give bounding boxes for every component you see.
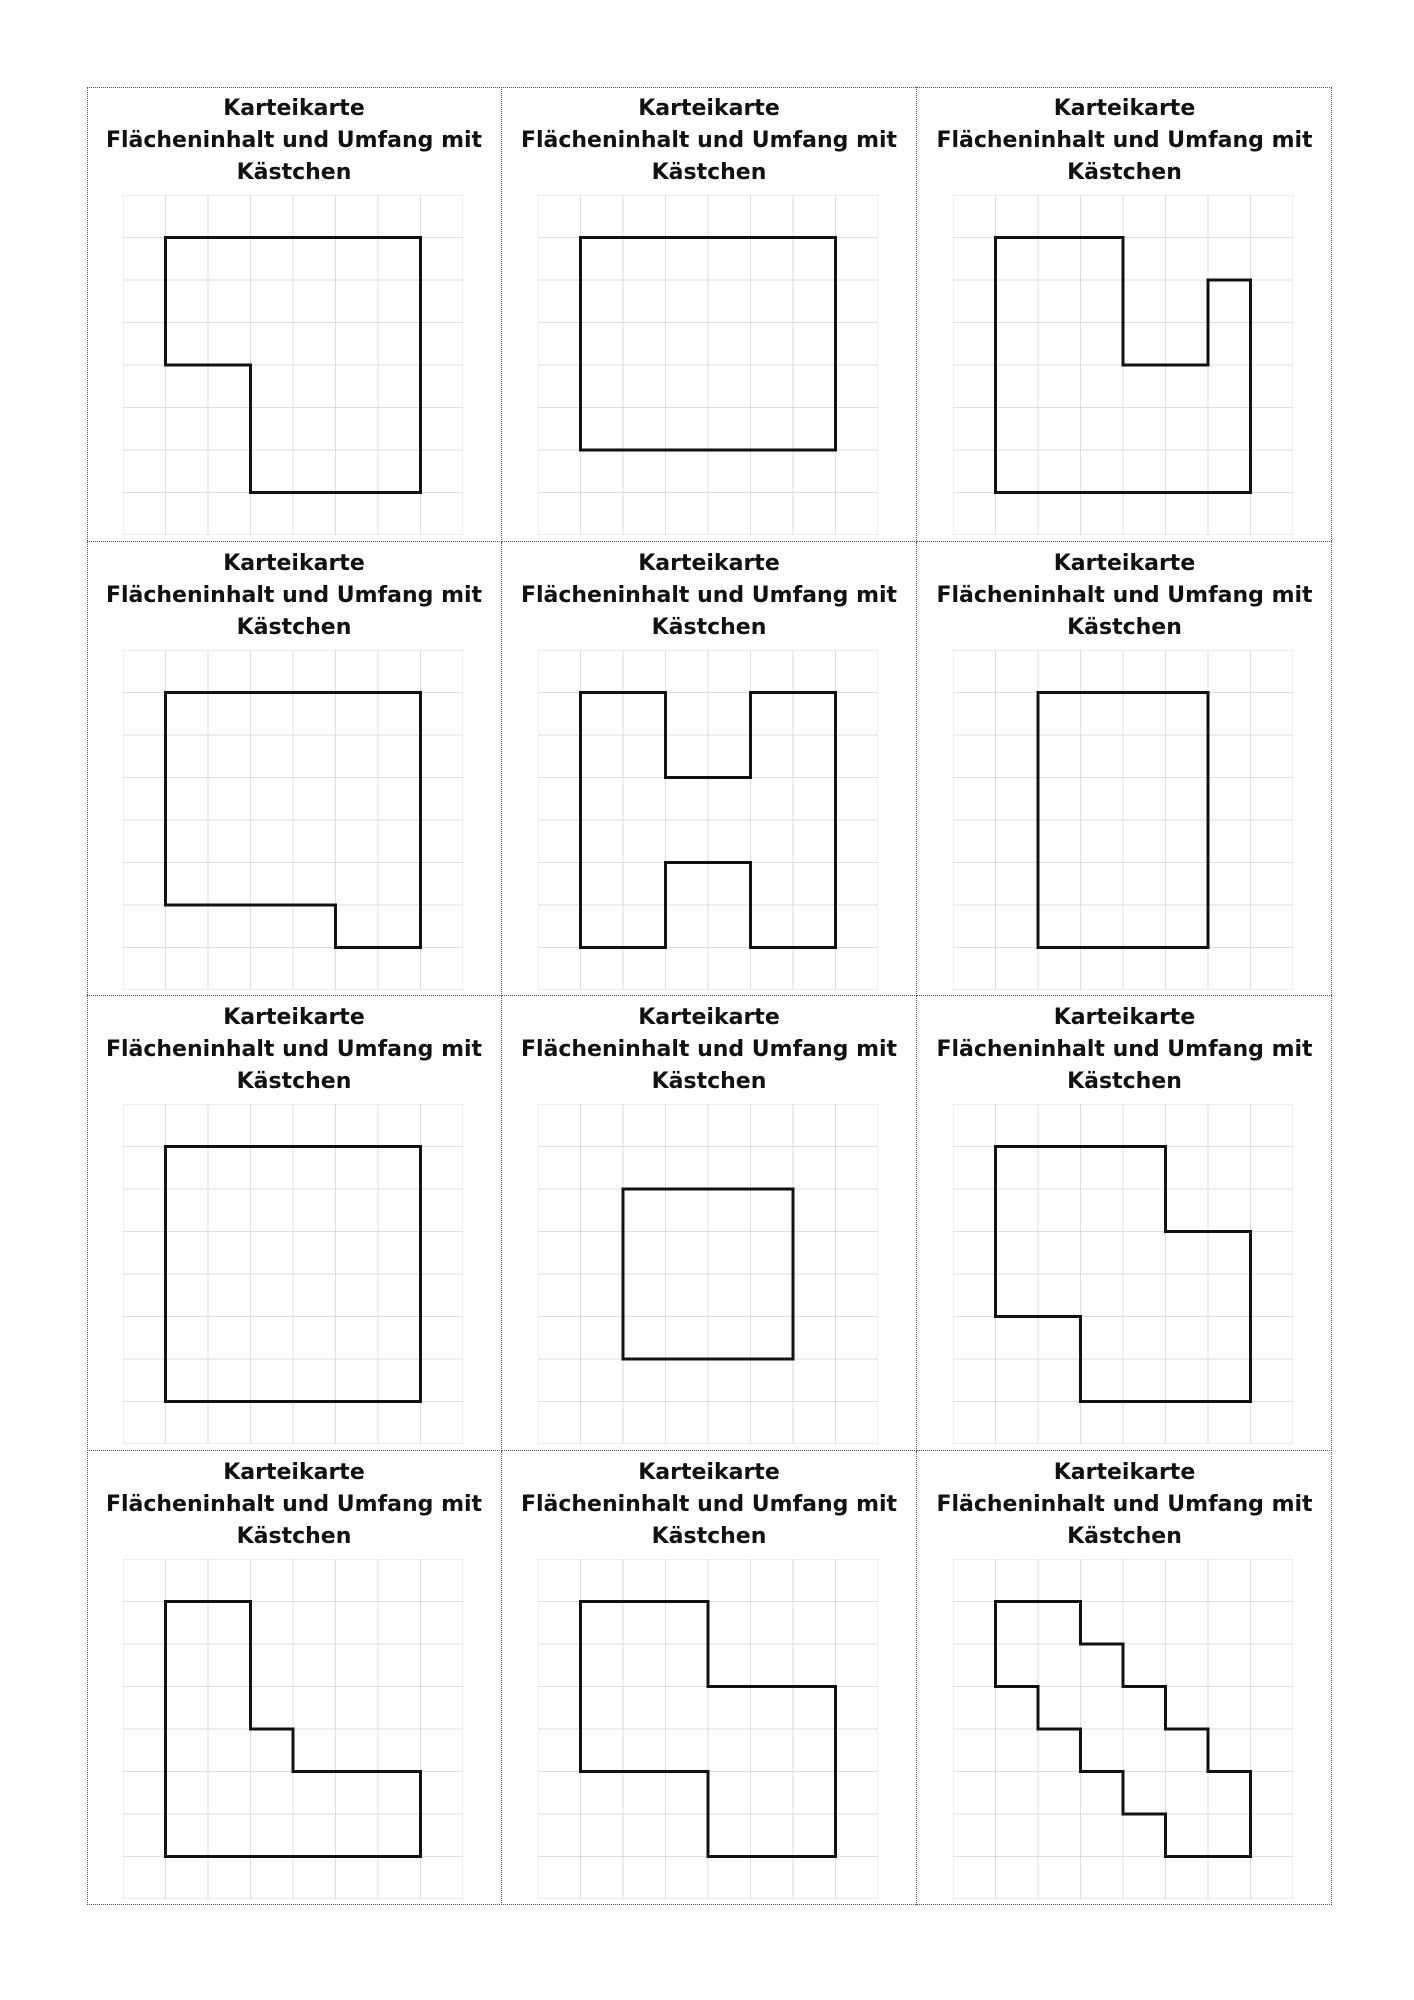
grid-lines: [953, 650, 1293, 990]
card-title-line2: Flächeninhalt und Umfang mit: [105, 1491, 483, 1517]
card-title-line1: Karteikarte: [1053, 1005, 1196, 1030]
grid-figure-7: [123, 1104, 463, 1444]
card-title: [502, 1457, 916, 1553]
card-title: [502, 548, 916, 644]
card-title-line2: Flächeninhalt und Umfang mit: [105, 582, 483, 608]
card-title-line1: Karteikarte: [1053, 1459, 1196, 1485]
grid-figure-10: [123, 1559, 463, 1899]
card-grid: [87, 87, 1332, 1905]
card-title-line3: Kästchen: [1067, 1523, 1182, 1549]
card-title: [87, 1457, 501, 1553]
card-11: [502, 1451, 917, 1906]
card-title: [917, 93, 1332, 189]
grid-figure-5: [538, 650, 878, 990]
card-8: [502, 996, 917, 1451]
grid-lines: [953, 1559, 1293, 1899]
grid-lines: [123, 650, 463, 990]
card-title-line2: Flächeninhalt und Umfang mit: [936, 582, 1313, 608]
card-title-line1: Karteikarte: [638, 96, 780, 121]
card-1: [87, 87, 502, 542]
card-4: [87, 542, 502, 997]
card-title-line1: Karteikarte: [638, 550, 780, 576]
grid-lines: [953, 1104, 1293, 1444]
grid-lines: [538, 1104, 878, 1444]
card-title-line2: Flächeninhalt und Umfang mit: [936, 128, 1313, 153]
card-title-line2: Flächeninhalt und Umfang mit: [105, 128, 483, 153]
grid-figure-8: [538, 1104, 878, 1444]
card-title-line1: Karteikarte: [1053, 96, 1196, 121]
card-title: [87, 93, 501, 189]
card-title: [87, 548, 501, 644]
card-title-line1: Karteikarte: [223, 1459, 365, 1485]
card-title: [917, 548, 1332, 644]
card-title-line1: Karteikarte: [1053, 550, 1196, 576]
grid-figure-9: [953, 1104, 1293, 1444]
card-title-line2: Flächeninhalt und Umfang mit: [520, 1491, 898, 1517]
card-title-line2: Flächeninhalt und Umfang mit: [936, 1491, 1313, 1517]
card-title-line1: Karteikarte: [638, 1005, 780, 1030]
card-title-line3: Kästchen: [1067, 1069, 1182, 1094]
card-title-line2: Flächeninhalt und Umfang mit: [520, 582, 898, 608]
grid-figure-12: [953, 1559, 1293, 1899]
card-10: [87, 1451, 502, 1906]
card-title-line1: Karteikarte: [223, 96, 365, 121]
grid-lines: [123, 1104, 463, 1444]
grid-figure-11: [538, 1559, 878, 1899]
card-title-line2: Flächeninhalt und Umfang mit: [520, 128, 898, 153]
card-title-line2: Flächeninhalt und Umfang mit: [936, 1037, 1313, 1062]
card-title: [917, 1457, 1332, 1553]
card-title-line3: Kästchen: [651, 1069, 767, 1094]
card-title: [502, 1002, 916, 1098]
card-title-line3: Kästchen: [1067, 160, 1182, 185]
grid-lines: [538, 195, 878, 535]
card-title: [917, 1002, 1332, 1098]
card-title-line1: Karteikarte: [638, 1459, 780, 1485]
card-title-line3: Kästchen: [651, 1523, 767, 1549]
grid-figure-4: [123, 650, 463, 990]
card-title-line3: Kästchen: [651, 160, 767, 185]
card-title-line3: Kästchen: [1067, 614, 1182, 640]
card-title-line2: Flächeninhalt und Umfang mit: [105, 1037, 483, 1062]
grid-figure-3: [953, 195, 1293, 535]
card-title-line1: Karteikarte: [223, 550, 365, 576]
grid-lines: [538, 650, 878, 990]
grid-figure-1: [123, 195, 463, 535]
grid-figure-2: [538, 195, 878, 535]
card-9: [917, 996, 1332, 1451]
card-3: [917, 87, 1332, 542]
card-title-line3: Kästchen: [236, 1523, 352, 1549]
card-title: [87, 1002, 501, 1098]
card-2: [502, 87, 917, 542]
card-title-line1: Karteikarte: [223, 1005, 365, 1030]
card-7: [87, 996, 502, 1451]
card-title-line3: Kästchen: [236, 614, 352, 640]
grid-figure-6: [953, 650, 1293, 990]
card-title-line3: Kästchen: [651, 614, 767, 640]
card-12: [917, 1451, 1332, 1906]
card-6: [917, 542, 1332, 997]
card-title-line2: Flächeninhalt und Umfang mit: [520, 1037, 898, 1062]
card-title-line3: Kästchen: [236, 1069, 352, 1094]
card-title-line3: Kästchen: [236, 160, 352, 185]
card-5: [502, 542, 917, 997]
card-title: [502, 93, 916, 189]
